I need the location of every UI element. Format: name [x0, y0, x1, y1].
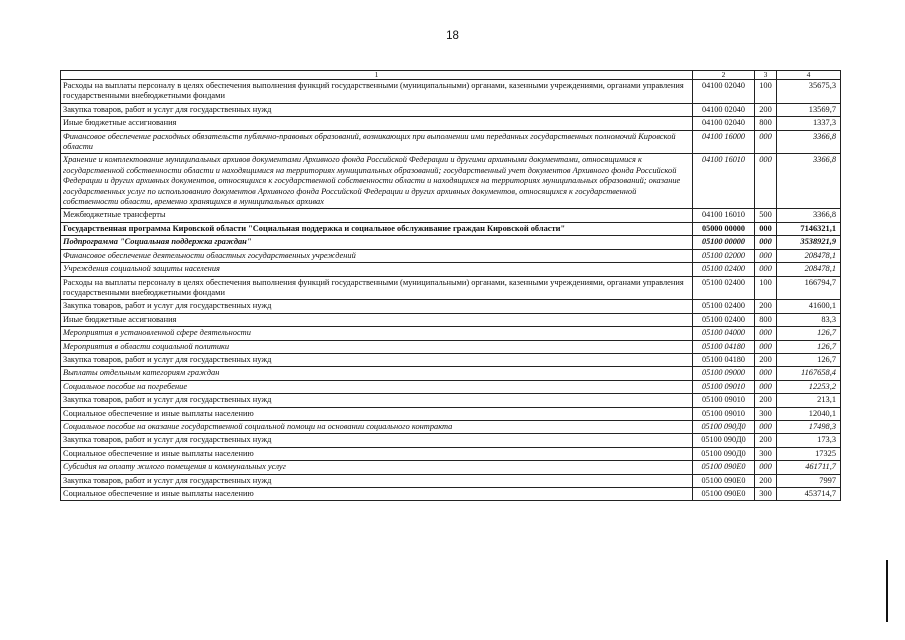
table-row	[61, 276, 841, 300]
row-expense-type: 000	[755, 154, 777, 209]
row-amount: 213,1	[777, 394, 841, 407]
row-expense-type: 000	[755, 367, 777, 380]
row-name: Расходы на выплаты персоналу в целях обеспечения выполнения функций государственными (муниципальными) органами, казенными учреждениями, органами управления государственными внебюджетными фондами	[61, 276, 693, 300]
row-expense-type: 200	[755, 353, 777, 366]
row-name: Расходы на выплаты персоналу в целях обеспечения выполнения функций государственными (муниципальными) органами, казенными учреждениями, органами управления государственными внебюджетными фондами	[61, 80, 693, 104]
row-amount: 1167658,4	[777, 367, 841, 380]
table-row	[61, 313, 841, 326]
row-name: Иные бюджетные ассигнования	[61, 313, 693, 326]
row-name: Социальное обеспечение и иные выплаты населению	[61, 447, 693, 460]
row-code: 05100 09010	[693, 407, 755, 420]
row-name: Хранение и комплектование муниципальных архивов документами Архивного фонда Российской Федерации и другими архивными документами, относящимися к государственной собственности области и находящимися на территориях муниципальных образований; государственный учет документов Архивного фонда Российской Федерации и других архивных документов, относящихся к государственной собственности области и находящихся на территориях муниципальных образований; оказание государственных услуг по использованию документов Архивного фонда Российской Федерации и других архивных документов, относящихся к государственной собственности области, временно хранящихся в муниципальных архивах	[61, 154, 693, 209]
row-amount: 83,3	[777, 313, 841, 326]
row-name: Межбюджетные трансферты	[61, 209, 693, 222]
row-name: Учреждения социальной защиты населения	[61, 263, 693, 276]
table-row	[61, 340, 841, 353]
table-row	[61, 353, 841, 366]
row-expense-type: 000	[755, 420, 777, 433]
row-code: 04100 02040	[693, 103, 755, 116]
row-name: Социальное пособие на оказание государственной социальной помощи на основании социального контракта	[61, 420, 693, 433]
row-name: Выплаты отдельным категориям граждан	[61, 367, 693, 380]
budget-table-body	[61, 71, 841, 501]
row-expense-type: 100	[755, 80, 777, 104]
row-expense-type: 500	[755, 209, 777, 222]
table-row	[61, 488, 841, 501]
row-amount: 17498,3	[777, 420, 841, 433]
row-code: 05100 090Д0	[693, 447, 755, 460]
row-amount: 3366,8	[777, 209, 841, 222]
row-name: Финансовое обеспечение деятельности областных государственных учреждений	[61, 249, 693, 262]
table-row	[61, 461, 841, 474]
table-row	[61, 80, 841, 104]
table-row	[61, 394, 841, 407]
row-expense-type: 200	[755, 474, 777, 487]
row-expense-type: 000	[755, 249, 777, 262]
row-expense-type: 000	[755, 327, 777, 340]
row-amount: 126,7	[777, 327, 841, 340]
row-amount: 7997	[777, 474, 841, 487]
row-code: 05100 090Д0	[693, 434, 755, 447]
row-expense-type: 000	[755, 263, 777, 276]
row-name: Закупка товаров, работ и услуг для государственных нужд	[61, 300, 693, 313]
scan-edge-mark	[886, 560, 888, 622]
table-row	[61, 367, 841, 380]
row-amount: 41600,1	[777, 300, 841, 313]
table-row	[61, 236, 841, 249]
row-amount: 3366,8	[777, 130, 841, 154]
row-code: 05100 04180	[693, 340, 755, 353]
row-name: Мероприятия в области социальной политики	[61, 340, 693, 353]
row-expense-type: 300	[755, 447, 777, 460]
row-code: 05100 04180	[693, 353, 755, 366]
table-row	[61, 327, 841, 340]
row-code: 05100 090Е0	[693, 474, 755, 487]
row-amount: 3538921,9	[777, 236, 841, 249]
row-expense-type: 000	[755, 380, 777, 393]
column-number-expense-type: 3	[755, 71, 777, 80]
budget-table	[60, 70, 841, 501]
row-expense-type: 300	[755, 407, 777, 420]
table-row	[61, 474, 841, 487]
table-row	[61, 434, 841, 447]
row-amount: 7146321,1	[777, 222, 841, 235]
row-code: 05100 090Е0	[693, 488, 755, 501]
row-name: Социальное обеспечение и иные выплаты населению	[61, 407, 693, 420]
row-amount: 13569,7	[777, 103, 841, 116]
row-expense-type: 000	[755, 461, 777, 474]
row-code: 05100 04000	[693, 327, 755, 340]
row-expense-type: 000	[755, 222, 777, 235]
row-expense-type: 200	[755, 394, 777, 407]
row-amount: 12040,1	[777, 407, 841, 420]
row-name: Финансовое обеспечение расходных обязательств публично-правовых образований, возникающих при выполнении ими переданных государственных полномочий Кировской области	[61, 130, 693, 154]
table-row	[61, 103, 841, 116]
table-row	[61, 222, 841, 235]
row-name: Закупка товаров, работ и услуг для государственных нужд	[61, 474, 693, 487]
row-name: Мероприятия в установленной сфере деятельности	[61, 327, 693, 340]
row-code: 04100 16000	[693, 130, 755, 154]
row-code: 04100 02040	[693, 80, 755, 104]
row-name: Государственная программа Кировской области "Социальная поддержка и социальное обслуживание граждан Кировской области"	[61, 222, 693, 235]
row-expense-type: 800	[755, 313, 777, 326]
row-code: 05100 02400	[693, 276, 755, 300]
row-expense-type: 000	[755, 236, 777, 249]
row-amount: 208478,1	[777, 249, 841, 262]
row-expense-type: 300	[755, 488, 777, 501]
row-code: 04100 16010	[693, 209, 755, 222]
row-name: Социальное пособие на погребение	[61, 380, 693, 393]
column-number-code: 2	[693, 71, 755, 80]
row-name: Иные бюджетные ассигнования	[61, 117, 693, 130]
row-expense-type: 200	[755, 300, 777, 313]
row-amount: 126,7	[777, 340, 841, 353]
row-amount: 166794,7	[777, 276, 841, 300]
row-code: 04100 02040	[693, 117, 755, 130]
row-amount: 3366,8	[777, 154, 841, 209]
table-row	[61, 380, 841, 393]
row-code: 05100 02400	[693, 313, 755, 326]
row-name: Субсидия на оплату жилого помещения и коммунальных услуг	[61, 461, 693, 474]
row-code: 05100 02000	[693, 249, 755, 262]
table-row	[61, 407, 841, 420]
row-expense-type: 200	[755, 434, 777, 447]
page-number: 18	[446, 30, 459, 42]
column-number-amount: 4	[777, 71, 841, 80]
row-amount: 208478,1	[777, 263, 841, 276]
row-amount: 461711,7	[777, 461, 841, 474]
row-code: 04100 16010	[693, 154, 755, 209]
row-code: 05100 02400	[693, 263, 755, 276]
row-amount: 453714,7	[777, 488, 841, 501]
row-code: 05100 09010	[693, 380, 755, 393]
row-name: Подпрограмма "Социальная поддержка граждан"	[61, 236, 693, 249]
column-number-row	[61, 71, 841, 80]
table-row	[61, 420, 841, 433]
row-amount: 12253,2	[777, 380, 841, 393]
row-name: Социальное обеспечение и иные выплаты населению	[61, 488, 693, 501]
table-row	[61, 263, 841, 276]
row-expense-type: 000	[755, 340, 777, 353]
row-code: 05000 00000	[693, 222, 755, 235]
table-row	[61, 154, 841, 209]
row-expense-type: 200	[755, 103, 777, 116]
table-row	[61, 117, 841, 130]
row-name: Закупка товаров, работ и услуг для государственных нужд	[61, 103, 693, 116]
table-row	[61, 447, 841, 460]
row-code: 05100 09000	[693, 367, 755, 380]
row-name: Закупка товаров, работ и услуг для государственных нужд	[61, 394, 693, 407]
row-amount: 1337,3	[777, 117, 841, 130]
row-amount: 17325	[777, 447, 841, 460]
row-expense-type: 100	[755, 276, 777, 300]
row-name: Закупка товаров, работ и услуг для государственных нужд	[61, 353, 693, 366]
row-code: 05100 09010	[693, 394, 755, 407]
row-code: 05100 090Д0	[693, 420, 755, 433]
table-row	[61, 209, 841, 222]
row-name: Закупка товаров, работ и услуг для государственных нужд	[61, 434, 693, 447]
row-code: 05100 090Е0	[693, 461, 755, 474]
row-expense-type: 800	[755, 117, 777, 130]
row-amount: 35675,3	[777, 80, 841, 104]
table-row	[61, 249, 841, 262]
row-code: 05100 00000	[693, 236, 755, 249]
row-expense-type: 000	[755, 130, 777, 154]
column-number-name: 1	[61, 71, 693, 80]
table-row	[61, 300, 841, 313]
row-amount: 126,7	[777, 353, 841, 366]
row-code: 05100 02400	[693, 300, 755, 313]
row-amount: 173,3	[777, 434, 841, 447]
table-row	[61, 130, 841, 154]
